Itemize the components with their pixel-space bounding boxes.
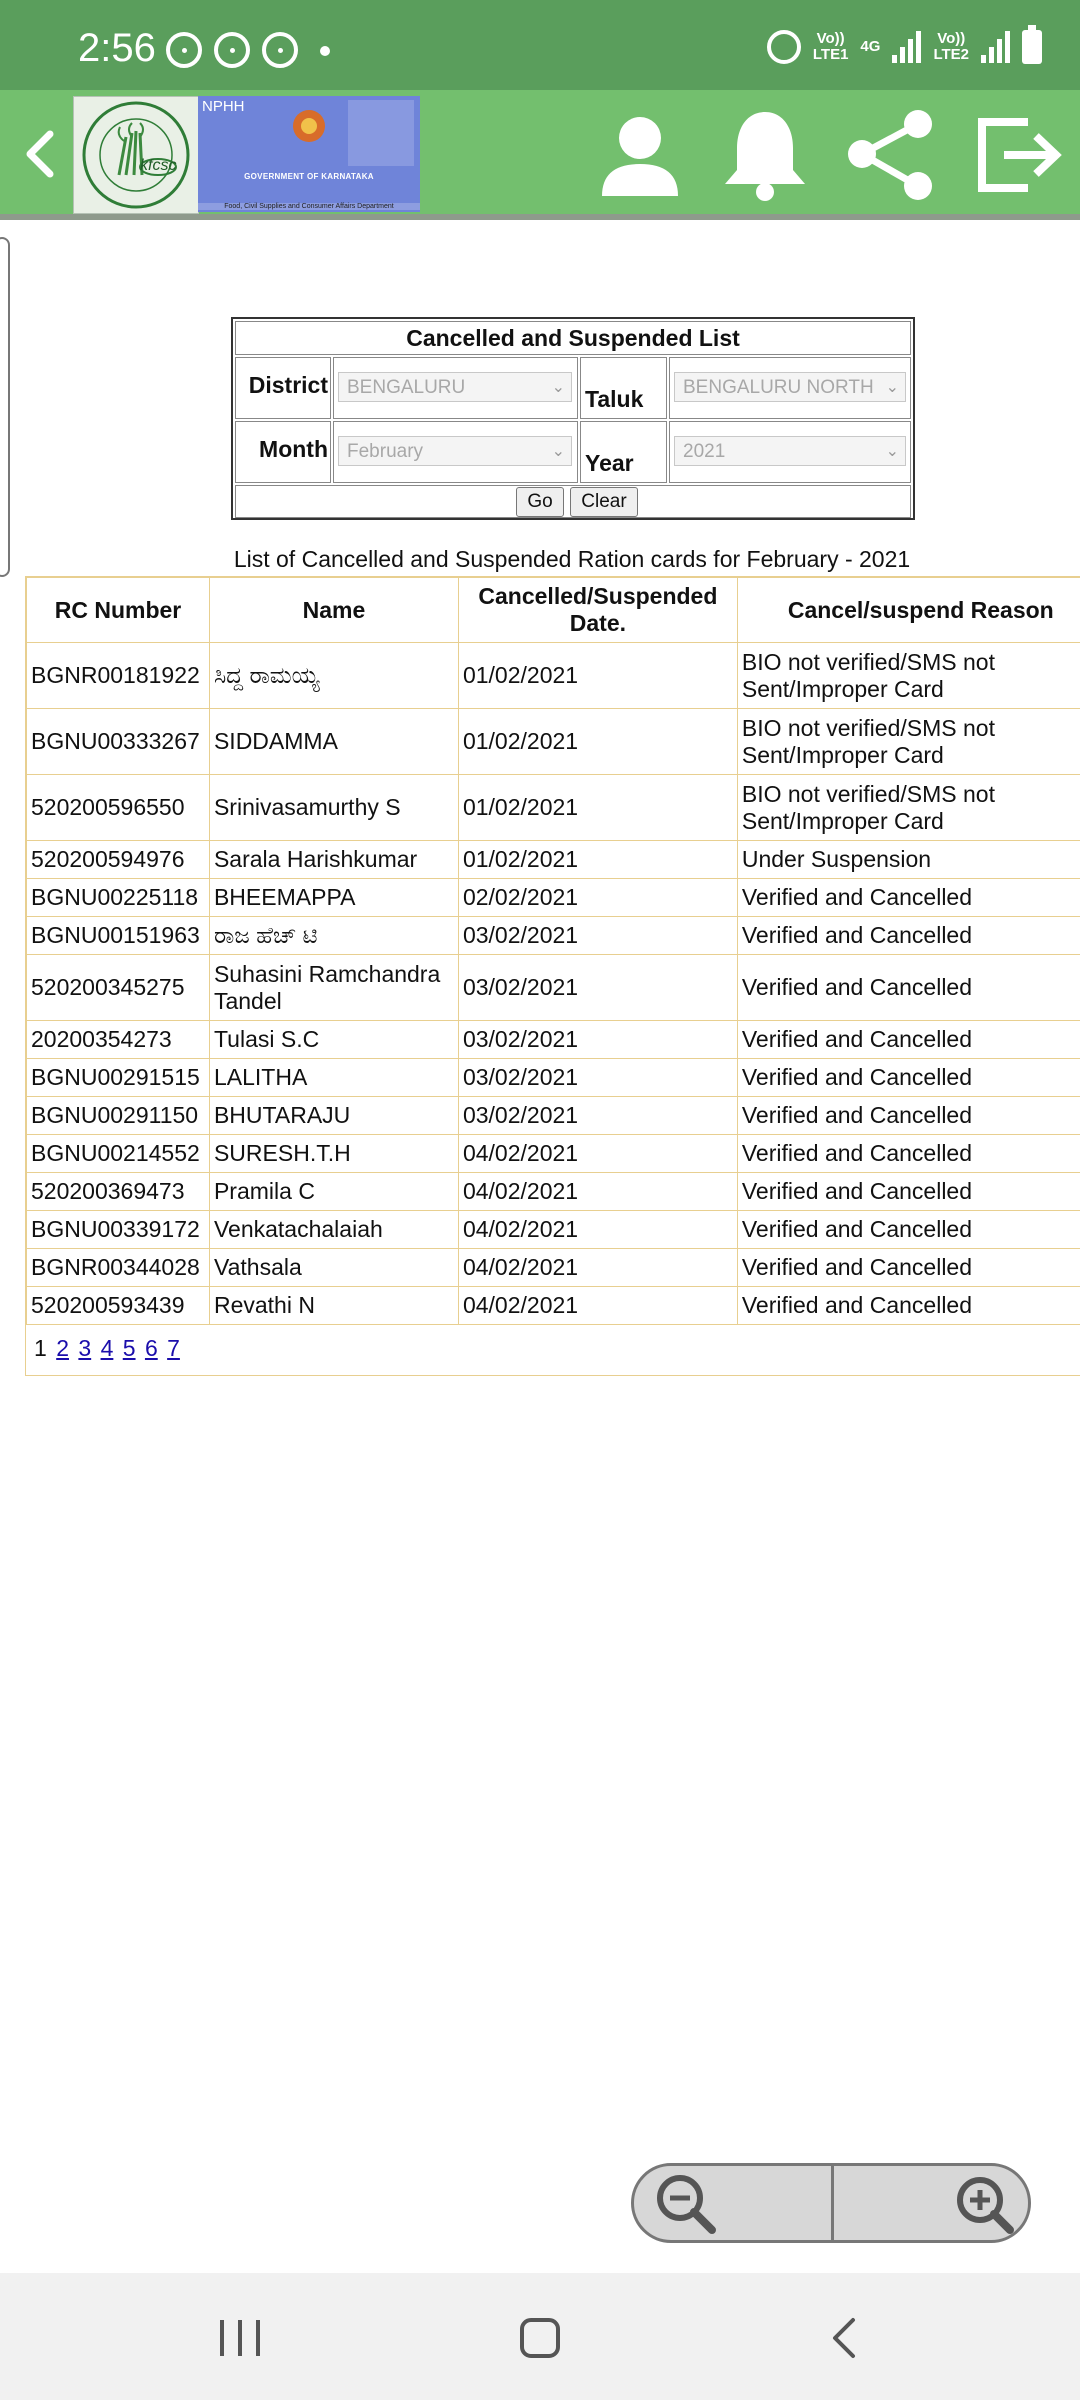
- district-select[interactable]: BENGALURU ⌄: [338, 372, 572, 402]
- table-row: [27, 1135, 1080, 1173]
- month-select-cell: [333, 421, 578, 483]
- signal-icon: [892, 31, 921, 63]
- month-label-cell: [235, 421, 331, 483]
- status-time: 2:56: [78, 26, 156, 70]
- district-label-cell: [235, 357, 331, 419]
- back-nav-icon[interactable]: [815, 2308, 875, 2368]
- year-label: Year: [585, 450, 634, 476]
- alarm-icon: [767, 30, 801, 64]
- reason-cell: BIO not verified/SMS not Sent/Improper Card: [737, 643, 1080, 709]
- emblem-icon: [289, 106, 329, 146]
- reason-cell: Under Suspension: [737, 841, 1080, 879]
- signal-icon: [981, 31, 1010, 63]
- filter-form: [231, 317, 915, 520]
- table-header-row: [27, 578, 1080, 643]
- date-cell: 04/02/2021: [458, 1287, 737, 1325]
- name-cell: Revathi N: [209, 1287, 458, 1325]
- page-link-6[interactable]: 6: [144, 1335, 158, 1361]
- name-cell: Sarala Harishkumar: [209, 841, 458, 879]
- results-table: [26, 577, 1080, 1325]
- name-cell: ರಾಜ ಹೆಚ್ ಟಿ: [209, 917, 458, 955]
- date-cell: 04/02/2021: [458, 1211, 737, 1249]
- col-date: Cancelled/Suspended Date.: [458, 578, 737, 643]
- district-label: District: [248, 372, 328, 398]
- rc-number-cell: 520200593439: [27, 1287, 210, 1325]
- back-icon[interactable]: [16, 128, 68, 180]
- rc-number-cell: BGNU00291515: [27, 1059, 210, 1097]
- notification-icon: [166, 32, 202, 68]
- profile-icon[interactable]: [590, 104, 690, 204]
- date-cell: 04/02/2021: [458, 1135, 737, 1173]
- edge-panel-handle[interactable]: [0, 237, 10, 577]
- bell-icon[interactable]: [715, 104, 815, 204]
- table-row: [27, 709, 1080, 775]
- table-row: [27, 1211, 1080, 1249]
- list-caption: List of Cancelled and Suspended Ration cards for February - 2021: [233, 546, 911, 572]
- month-select[interactable]: February ⌄: [338, 436, 572, 466]
- rc-number-cell: BGNR00344028: [27, 1249, 210, 1287]
- table-row: [27, 917, 1080, 955]
- form-actions: [235, 485, 911, 518]
- year-label-cell: [580, 421, 667, 483]
- network-sim1: Vo)) LTE1: [812, 30, 849, 63]
- home-icon[interactable]: [510, 2308, 570, 2368]
- kfcsc-logo: kfcsc: [73, 96, 199, 214]
- chevron-down-icon: ⌄: [551, 379, 565, 396]
- reason-cell: Verified and Cancelled: [737, 1173, 1080, 1211]
- name-cell: SURESH.T.H: [209, 1135, 458, 1173]
- col-rc-number: RC Number: [27, 578, 210, 643]
- network-type: 4G: [860, 38, 881, 55]
- notification-icon: [214, 32, 250, 68]
- taluk-label: Taluk: [585, 386, 644, 412]
- date-cell: 01/02/2021: [458, 841, 737, 879]
- date-cell: 02/02/2021: [458, 879, 737, 917]
- name-cell: Pramila C: [209, 1173, 458, 1211]
- current-page: 1: [34, 1335, 47, 1361]
- date-cell: 01/02/2021: [458, 775, 737, 841]
- chevron-down-icon: ⌄: [885, 379, 899, 396]
- nphh-info-box: [348, 100, 414, 166]
- battery-icon: [1022, 30, 1042, 64]
- rc-number-cell: BGNU00151963: [27, 917, 210, 955]
- name-cell: LALITHA: [209, 1059, 458, 1097]
- zoom-in-icon[interactable]: [950, 2170, 1016, 2236]
- form-title: Cancelled and Suspended List: [235, 321, 911, 355]
- name-cell: Srinivasamurthy S: [209, 775, 458, 841]
- rc-number-cell: BGNU00225118: [27, 879, 210, 917]
- reason-cell: Verified and Cancelled: [737, 917, 1080, 955]
- table-row: [27, 1097, 1080, 1135]
- table-row: [27, 955, 1080, 1021]
- karnataka-gov-logo: NPHH GOVERNMENT OF KARNATAKA Food, Civil Supplies and Consumer Affairs Department: [198, 96, 420, 212]
- rc-number-cell: 520200369473: [27, 1173, 210, 1211]
- rc-number-cell: BGNU00333267: [27, 709, 210, 775]
- year-select-cell: [669, 421, 911, 483]
- name-cell: SIDDAMMA: [209, 709, 458, 775]
- rc-number-cell: BGNR00181922: [27, 643, 210, 709]
- reason-cell: Verified and Cancelled: [737, 1135, 1080, 1173]
- chevron-down-icon: ⌄: [885, 443, 899, 460]
- date-cell: 04/02/2021: [458, 1249, 737, 1287]
- page-link-7[interactable]: 7: [167, 1335, 180, 1361]
- taluk-select[interactable]: BENGALURU NORTH ⌄: [674, 372, 906, 402]
- rc-number-cell: 520200345275: [27, 955, 210, 1021]
- rc-number-cell: 520200596550: [27, 775, 210, 841]
- network-sim2: Vo)) LTE2: [933, 30, 969, 63]
- table-row: [27, 1173, 1080, 1211]
- name-cell: Venkatachalaiah: [209, 1211, 458, 1249]
- date-cell: 03/02/2021: [458, 955, 737, 1021]
- page-link-5[interactable]: 5: [122, 1335, 136, 1361]
- table-row: [27, 879, 1080, 917]
- page-link-2[interactable]: 2: [56, 1335, 69, 1361]
- zoom-out-icon[interactable]: [652, 2170, 718, 2236]
- date-cell: 03/02/2021: [458, 1097, 737, 1135]
- share-icon[interactable]: [840, 104, 940, 204]
- name-cell: BHUTARAJU: [209, 1097, 458, 1135]
- chevron-down-icon: ⌄: [551, 443, 565, 460]
- logout-icon[interactable]: [968, 104, 1068, 204]
- pagination: [34, 1335, 180, 1362]
- rc-number-cell: 20200354273: [27, 1021, 210, 1059]
- district-select-cell: [333, 357, 578, 419]
- zoom-control: [631, 2163, 1031, 2243]
- recent-apps-icon[interactable]: [210, 2308, 270, 2368]
- table-row: [27, 1249, 1080, 1287]
- reason-cell: Verified and Cancelled: [737, 1097, 1080, 1135]
- table-row: [27, 1287, 1080, 1325]
- reason-cell: Verified and Cancelled: [737, 1059, 1080, 1097]
- more-notifications-dot-icon: [320, 46, 330, 56]
- kfcsc-emblem-icon: [74, 97, 198, 213]
- reason-cell: Verified and Cancelled: [737, 1287, 1080, 1325]
- rc-number-cell: BGNU00214552: [27, 1135, 210, 1173]
- date-cell: 01/02/2021: [458, 709, 737, 775]
- name-cell: Vathsala: [209, 1249, 458, 1287]
- name-cell: Tulasi S.C: [209, 1021, 458, 1059]
- table-row: [27, 643, 1080, 709]
- table-row: [27, 1021, 1080, 1059]
- col-reason: Cancel/suspend Reason: [737, 578, 1080, 643]
- table-row: [27, 1059, 1080, 1097]
- date-cell: 04/02/2021: [458, 1173, 737, 1211]
- reason-cell: Verified and Cancelled: [737, 1211, 1080, 1249]
- name-cell: Suhasini Ramchandra Tandel: [209, 955, 458, 1021]
- date-cell: 03/02/2021: [458, 1021, 737, 1059]
- taluk-label-cell: [580, 357, 667, 419]
- table-row: [27, 841, 1080, 879]
- notification-icons: [166, 32, 330, 68]
- col-name: Name: [209, 578, 458, 643]
- table-row: [27, 775, 1080, 841]
- notification-icon: [262, 32, 298, 68]
- date-cell: 01/02/2021: [458, 643, 737, 709]
- name-cell: ಸಿದ್ದ ರಾಮಯ್ಯ: [209, 643, 458, 709]
- status-bar: [0, 0, 1080, 90]
- month-label: Month: [259, 436, 328, 462]
- clear-button[interactable]: Clear: [570, 487, 638, 517]
- rc-number-cell: 520200594976: [27, 841, 210, 879]
- results-table-container: [25, 576, 1080, 1376]
- zoom-divider: [831, 2166, 834, 2243]
- reason-cell: Verified and Cancelled: [737, 1249, 1080, 1287]
- reason-cell: Verified and Cancelled: [737, 955, 1080, 1021]
- go-button[interactable]: Go: [516, 487, 564, 517]
- reason-cell: Verified and Cancelled: [737, 1021, 1080, 1059]
- date-cell: 03/02/2021: [458, 917, 737, 955]
- reason-cell: BIO not verified/SMS not Sent/Improper Card: [737, 709, 1080, 775]
- rc-number-cell: BGNU00339172: [27, 1211, 210, 1249]
- reason-cell: BIO not verified/SMS not Sent/Improper Card: [737, 775, 1080, 841]
- year-select[interactable]: 2021 ⌄: [674, 436, 906, 466]
- rc-number-cell: BGNU00291150: [27, 1097, 210, 1135]
- date-cell: 03/02/2021: [458, 1059, 737, 1097]
- reason-cell: Verified and Cancelled: [737, 879, 1080, 917]
- page-link-4[interactable]: 4: [100, 1335, 114, 1361]
- page-link-3[interactable]: 3: [78, 1335, 92, 1361]
- name-cell: BHEEMAPPA: [209, 879, 458, 917]
- taluk-select-cell: [669, 357, 911, 419]
